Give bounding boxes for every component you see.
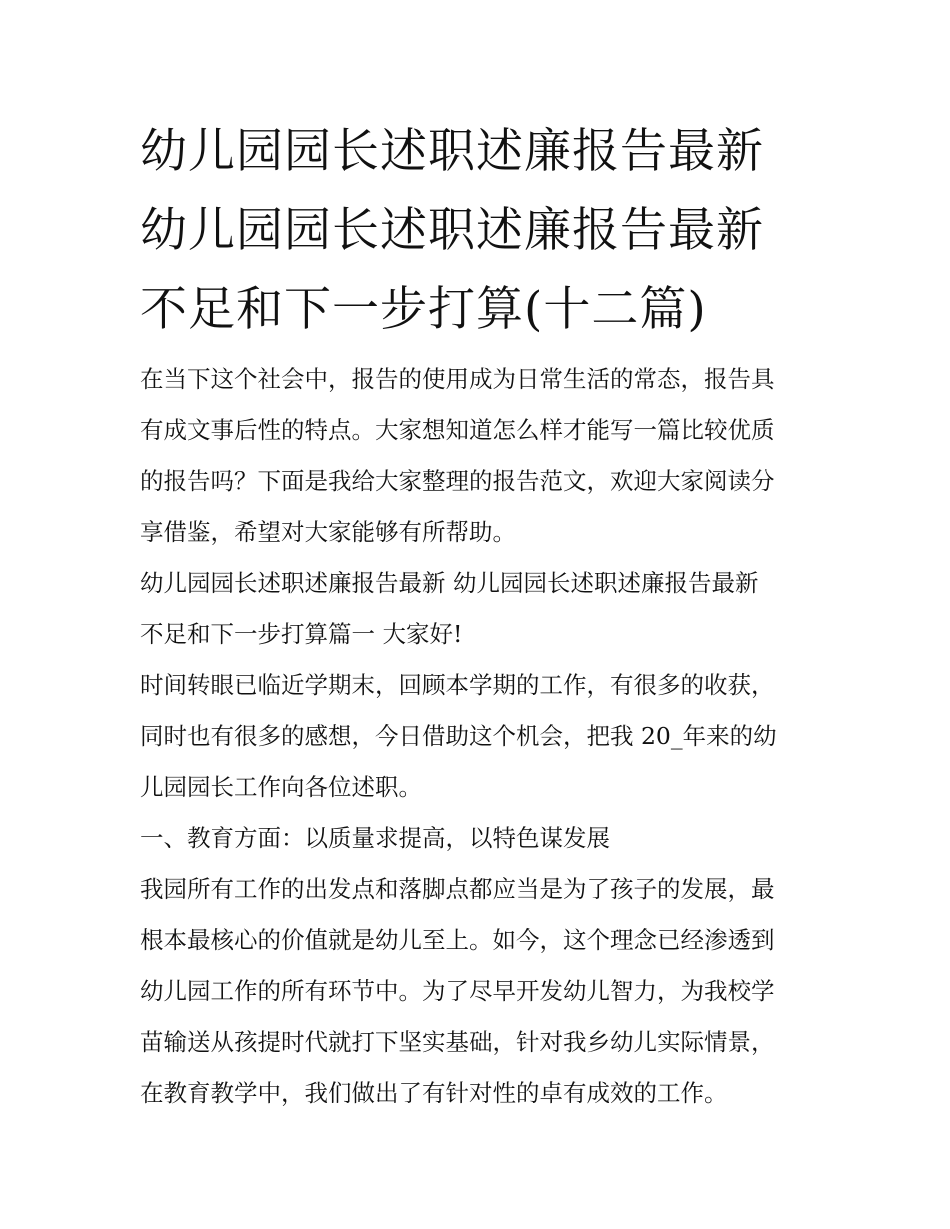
title-line-1: 幼儿园园长述职述廉报告最新 <box>140 124 764 179</box>
body-line: 在教育教学中，我们做出了有针对性的卓有成效的工作。 <box>140 1079 728 1107</box>
document-title <box>140 112 830 349</box>
body-line: 同时也有很多的感想，今日借助这个机会，把我 20_年来的幼 <box>140 722 777 750</box>
body-line: 在当下这个社会中，报告的使用成为日常生活的常态，报告具 <box>140 365 775 393</box>
body-line: 享借鉴，希望对大家能够有所帮助。 <box>140 518 516 546</box>
body-line: 的报告吗？下面是我给大家整理的报告范文，欢迎大家阅读分 <box>140 467 775 495</box>
body-line: 幼儿园工作的所有环节中。为了尽早开发幼儿智力，为我校学 <box>140 977 775 1005</box>
body-line: 儿园园长工作向各位述职。 <box>140 773 422 801</box>
section-heading-line: 不足和下一步打算篇一 大家好! <box>140 620 463 648</box>
body-line: 我园所有工作的出发点和落脚点都应当是为了孩子的发展，最 <box>140 875 775 903</box>
section-heading-line: 幼儿园园长述职述廉报告最新 幼儿园园长述职述廉报告最新 <box>140 569 759 597</box>
body-line: 有成文事后性的特点。大家想知道怎么样才能写一篇比较优质 <box>140 416 775 444</box>
body-line: 苗输送从孩提时代就打下坚实基础，针对我乡幼儿实际情景， <box>140 1028 775 1056</box>
document-body <box>140 354 830 1119</box>
body-line: 时间转眼已临近学期末，回顾本学期的工作，有很多的收获， <box>140 671 775 699</box>
body-line: 根本最核心的价值就是幼儿至上。如今，这个理念已经渗透到 <box>140 926 775 954</box>
title-line-2: 幼儿园园长述职述廉报告最新 <box>140 203 764 258</box>
subsection-heading: 一、教育方面：以质量求提高，以特色谋发展 <box>140 824 610 852</box>
title-line-3: 不足和下一步打算(十二篇) <box>140 282 707 337</box>
